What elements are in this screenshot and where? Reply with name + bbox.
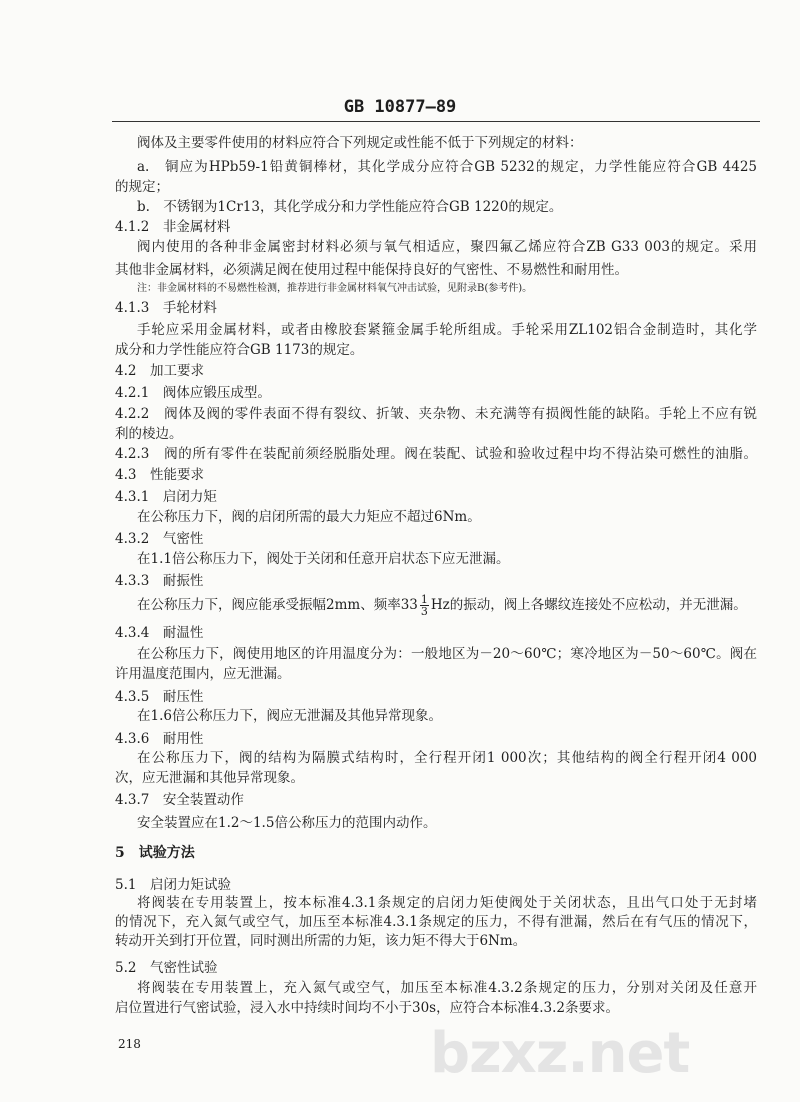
section-heading-4-3-1: 4.3.1 启闭力矩: [115, 489, 217, 505]
section-heading-4-3-5: 4.3.5 耐压性: [115, 689, 204, 705]
paragraph-line-with-fraction: [137, 593, 747, 617]
paragraph-line: 的规定；: [115, 179, 169, 195]
section-heading-4-2-3: 4.2.3 阀的所有零件在装配前须经脱脂处理。阀在装配、试验和验收过程中均不得沾染可燃性的油脂。: [115, 446, 757, 462]
paragraph-line: 在公称压力下，阀的启闭所需的最大力矩应不超过6Nm。: [137, 509, 481, 525]
list-item-b: b. 不锈钢为1Cr13，其化学成分和力学性能应符合GB 1220的规定。: [137, 199, 563, 215]
paragraph-line: 次，应无泄漏和其他异常现象。: [115, 770, 304, 786]
paragraph-line: 利的棱边。: [115, 426, 183, 442]
section-heading-4-1-2: 4.1.2 非金属材料: [115, 219, 231, 235]
standard-header: GB 10877—89: [343, 97, 457, 117]
paragraph-line: 启位置进行气密试验，浸入水中持续时间均不小于30s，应符合本标准4.3.2条要求。: [115, 1000, 619, 1016]
paragraph-line: 成分和力学性能应符合GB 1173的规定。: [115, 342, 364, 358]
text: Hz的振动，阀上各螺纹连接处不应松动，并无泄漏。: [430, 597, 747, 613]
text: 在公称压力下，阀应能承受振幅2mm、频率33: [137, 597, 418, 613]
page-number: 218: [118, 1037, 141, 1051]
section-heading-5-2: 5.2 气密性试验: [115, 960, 218, 976]
paragraph-line: 在公称压力下，阀的结构为隔膜式结构时，全行程开闭1 000次；其他结构的阀全行程开闭4 000: [137, 750, 757, 766]
section-heading-4-3-6: 4.3.6 耐用性: [115, 731, 204, 747]
section-heading-4-3-7: 4.3.7 安全装置动作: [115, 792, 244, 808]
section-heading-4-2-2: 4.2.2 阀体及阀的零件表面不得有裂纹、折皱、夹杂物、未充满等有损阀性能的缺陷。手轮上不应有锐: [115, 406, 757, 422]
paragraph-line: 在1.6倍公称压力下，阀应无泄漏及其他异常现象。: [137, 708, 442, 724]
paragraph-line: 其他非金属材料，必须满足阀在使用过程中能保持良好的气密性、不易燃性和耐用性。: [115, 262, 628, 278]
section-heading-4-3-3: 4.3.3 耐振性: [115, 573, 204, 589]
note: 注：非金属材料的不易燃性检测，推荐进行非金属材料氧气冲击试验，见附录B(参考件)。: [137, 283, 533, 294]
fraction-denominator: 3: [420, 605, 428, 618]
section-heading-4-2-1: 4.2.1 阀体应锻压成型。: [115, 385, 271, 401]
section-heading-4-3-4: 4.3.4 耐温性: [115, 625, 204, 641]
section-heading-4-1-3: 4.1.3 手轮材料: [115, 300, 217, 316]
paragraph-line: 在公称压力下，阀使用地区的许用温度分为：一般地区为－20～60℃；寒冷地区为－50～60℃。阀在: [137, 646, 757, 662]
section-heading-5-1: 5.1 启闭力矩试验: [115, 877, 231, 893]
fraction-numerator: 1: [420, 593, 428, 606]
section-heading-5: 5 试验方法: [115, 845, 195, 861]
paragraph-line: 手轮应采用金属材料，或者由橡胶套紧箍金属手轮所组成。手轮采用ZL102铝合金制造时，其化学: [137, 322, 757, 338]
paragraph-line: 阀体及主要零件使用的材料应符合下列规定或性能不低于下列规定的材料：: [137, 135, 583, 151]
header-rule: [112, 121, 760, 122]
paragraph-line: 在1.1倍公称压力下，阀处于关闭和任意开启状态下应无泄漏。: [137, 551, 510, 567]
paragraph-line: 将阀装在专用装置上，按本标准4.3.1条规定的启闭力矩使阀处于关闭状态，且出气口处于无封堵: [137, 895, 757, 911]
section-heading-4-3-2: 4.3.2 气密性: [115, 531, 204, 547]
list-item-a: a. 铜应为HPb59-1铅黄铜棒材，其化学成分应符合GB 5232的规定，力学性能应符合GB 4425: [137, 159, 757, 175]
paragraph-line: 阀内使用的各种非金属密封材料必须与氧气相适应，聚四氟乙烯应符合ZB G33 003的规定。采用: [137, 239, 757, 255]
paragraph-line: 许用温度范围内，应无泄漏。: [115, 666, 291, 682]
watermark: bzxz.net: [430, 1021, 690, 1086]
paragraph-line: 的情况下，充入氮气或空气，加压至本标准4.3.1条规定的压力，不得有泄漏，然后在有气压的情况下，: [115, 914, 757, 930]
fraction: [420, 594, 429, 617]
section-heading-4-3: 4.3 性能要求: [115, 467, 204, 483]
section-heading-4-2: 4.2 加工要求: [115, 363, 204, 379]
paragraph-line: 转动开关到打开位置，同时测出所需的力矩，该力矩不得大于6Nm。: [115, 933, 527, 949]
paragraph-line: 将阀装在专用装置上，充入氮气或空气，加压至本标准4.3.2条规定的压力，分别对关闭及任意开: [137, 980, 757, 996]
paragraph-line: 安全装置应在1.2～1.5倍公称压力的范围内动作。: [137, 815, 437, 831]
